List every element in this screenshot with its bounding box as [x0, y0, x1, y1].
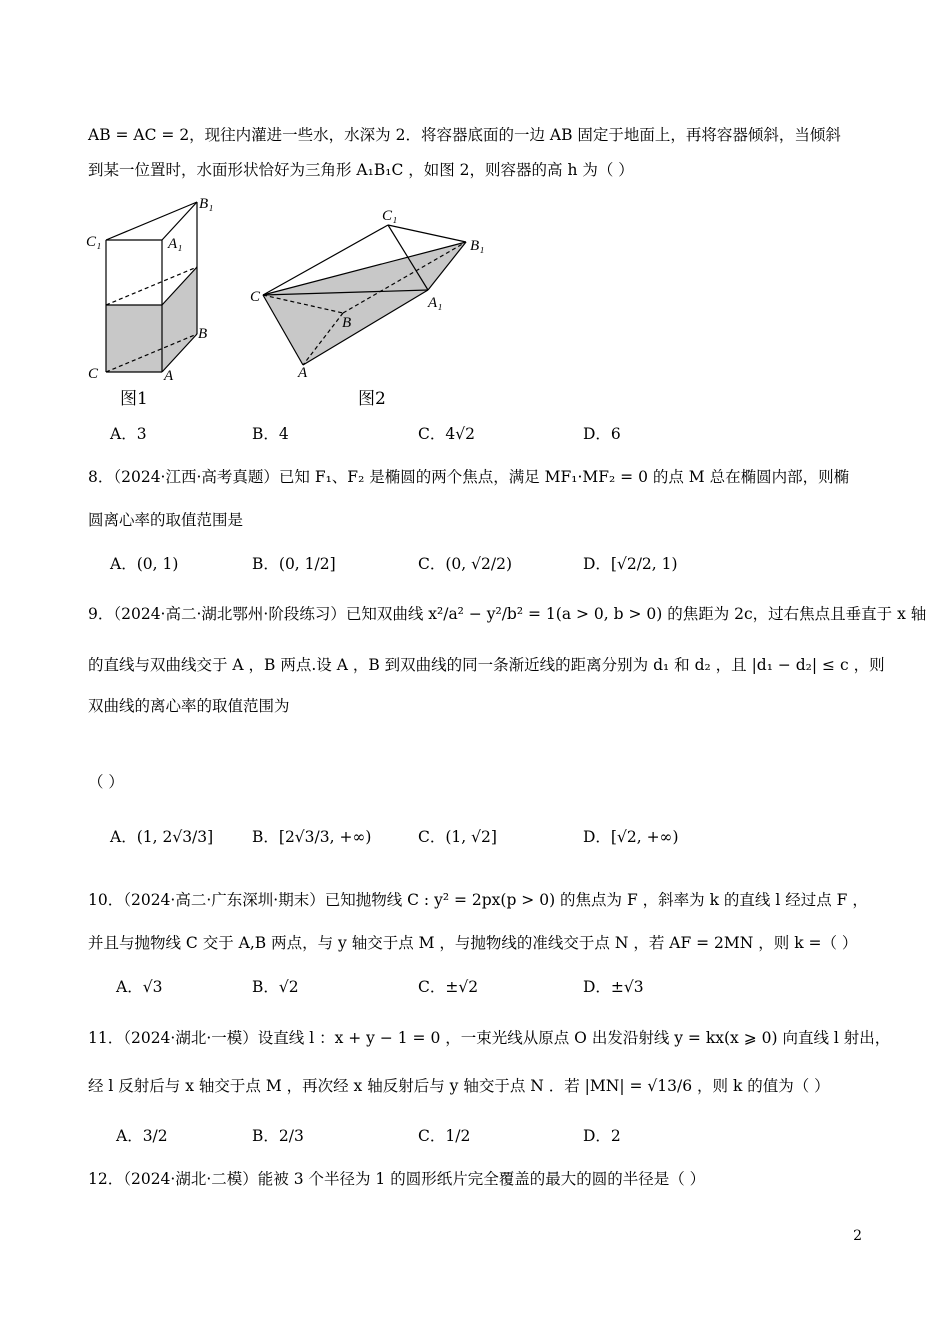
q8-option-b[interactable]: B．(0, 1/2]: [252, 555, 336, 573]
q8-line2: 圆离心率的取值范围是: [88, 511, 244, 529]
q10-option-d[interactable]: D．±√3: [583, 978, 644, 996]
q7-option-c[interactable]: C．4√2: [418, 425, 475, 443]
fig1-label-B1: B₁: [199, 196, 214, 212]
fig1-caption: 图1: [120, 389, 148, 409]
fig1-label-C: C: [88, 366, 99, 382]
fig1-label-B: B: [198, 326, 208, 342]
q9-option-c[interactable]: C．(1, √2]: [418, 828, 497, 846]
q7-line1: AB = AC = 2，现往内灌进一些水，水深为 2．将容器底面的一边 AB 固定于地面上，再将容器倾斜，当倾斜: [88, 126, 841, 144]
q9-option-a[interactable]: A．(1, 2√3/3]: [110, 828, 214, 846]
fig1-water: [106, 267, 197, 372]
q8-option-d[interactable]: D．[√2/2, 1): [583, 555, 678, 573]
q7-option-b[interactable]: B．4: [252, 425, 289, 443]
fig2-label-C: C: [250, 289, 261, 305]
fig1-label-C1: C₁: [86, 234, 102, 250]
q10-line1: 10．（2024·高二·广东深圳·期末）已知抛物线 C : y² = 2px(p > 0) 的焦点为 F ，斜率为 k 的直线 l 经过点 F ，: [88, 891, 868, 909]
page-number: 2: [853, 1228, 862, 1244]
q8-option-c[interactable]: C．(0, √2/2): [418, 555, 512, 573]
fig2-label-A: A: [298, 365, 308, 380]
q9-option-b[interactable]: B．[2√3/3, +∞): [252, 828, 372, 846]
q7-figure-1: [80, 192, 230, 382]
fig2-label-A1: A₁: [428, 295, 443, 311]
q10-option-b[interactable]: B．√2: [252, 978, 299, 996]
fig2-label-B1: B₁: [470, 238, 485, 254]
q12-line1: 12．（2024·湖北·二模）能被 3 个半径为 1 的圆形纸片完全覆盖的最大的圆的半径是（ ）: [88, 1170, 706, 1188]
q11-option-d[interactable]: D．2: [583, 1127, 621, 1145]
q8-line1: 8．（2024·江西·高考真题）已知 F₁、F₂ 是椭圆的两个焦点，满足 MF₁·MF₂ = 0 的点 M 总在椭圆内部，则椭: [88, 468, 850, 486]
q7-option-a[interactable]: A．3: [110, 425, 147, 443]
q9-line3: 双曲线的离心率的取值范围为: [88, 697, 290, 715]
q11-option-b[interactable]: B．2/3: [252, 1127, 304, 1145]
q7-line2: 到某一位置时，水面形状恰好为三角形 A₁B₁C ，如图 2，则容器的高 h 为（ ）: [88, 161, 634, 179]
fig1-label-A1: A₁: [168, 236, 183, 252]
q10-option-c[interactable]: C．±√2: [418, 978, 479, 996]
q9-option-d[interactable]: D．[√2, +∞): [583, 828, 679, 846]
q11-line2: 经 l 反射后与 x 轴交于点 M ，再次经 x 轴反射后与 y 轴交于点 N ．若 |MN| = √13/6 ，则 k 的值为（ ）: [88, 1077, 830, 1095]
fig1-label-A: A: [164, 368, 174, 382]
q11-line1: 11．（2024·湖北·一模）设直线 l ：x + y − 1 = 0 ，一束光线从原点 O 出发沿射线 y = kx(x ⩾ 0) 向直线 l 射出，: [88, 1029, 891, 1047]
fig2-label-C1: C₁: [382, 208, 398, 224]
q11-option-a[interactable]: A．3/2: [116, 1127, 168, 1145]
q9-line2: 的直线与双曲线交于 A ，B 两点.设 A ，B 到双曲线的同一条渐近线的距离分别为 d₁ 和 d₂ ，且 |d₁ − d₂| ≤ c ，则: [88, 656, 885, 674]
q7-figure-2: [248, 205, 498, 380]
q10-option-a[interactable]: A．√3: [116, 978, 163, 996]
q7-option-d[interactable]: D．6: [583, 425, 621, 443]
fig2-label-B: B: [342, 315, 352, 331]
fig2-caption: 图2: [358, 389, 386, 409]
q9-line1: 9．（2024·高二·湖北鄂州·阶段练习）已知双曲线 x²/a² − y²/b² = 1(a > 0, b > 0) 的焦距为 2c，过右焦点且垂直于 x 轴: [88, 605, 927, 623]
q8-option-a[interactable]: A．(0, 1): [110, 555, 179, 573]
q10-line2: 并且与抛物线 C 交于 A,B 两点，与 y 轴交于点 M ，与抛物线的准线交于点 N ，若 AF = 2MN ，则 k =（ ）: [88, 934, 858, 952]
q9-paren: （ ）: [88, 773, 124, 791]
q11-option-c[interactable]: C．1/2: [418, 1127, 471, 1145]
